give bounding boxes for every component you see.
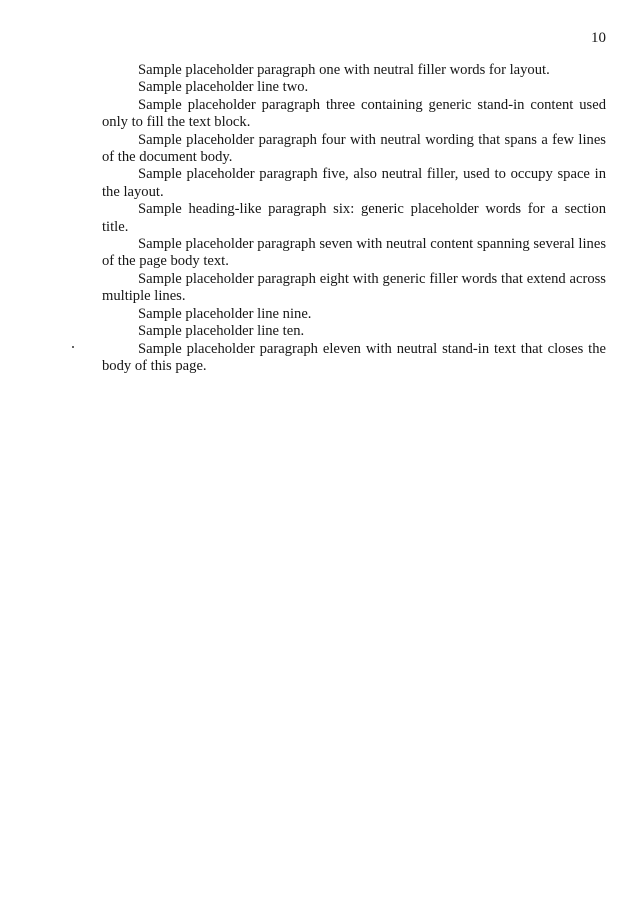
paragraph: Sample placeholder paragraph four with neutral wording that spans a few lines of the document body.	[102, 131, 606, 166]
paragraph: Sample placeholder line ten.	[138, 323, 305, 340]
paragraph: Sample placeholder paragraph five, also neutral filler, used to occupy space in the layout.	[102, 166, 606, 200]
paragraph: Sample placeholder paragraph one with neutral filler words for layout.	[138, 62, 550, 78]
paragraph: Sample placeholder paragraph seven with neutral content spanning several lines of the page body text.	[102, 236, 606, 270]
section-heading: Sample heading-like paragraph six: generic placeholder words for a section title.	[102, 201, 606, 235]
paragraph: Sample placeholder paragraph eleven with neutral stand-in text that closes the body of this page.	[102, 340, 606, 374]
document-body	[102, 62, 606, 375]
margin-mark	[72, 346, 74, 348]
paragraph: Sample placeholder paragraph three containing generic stand-in content used only to fill the text block.	[102, 96, 606, 131]
paragraph: Sample placeholder line nine.	[138, 305, 312, 322]
paragraph: Sample placeholder line two.	[138, 79, 309, 96]
paragraph: Sample placeholder paragraph eight with generic filler words that extend across multiple lines.	[102, 270, 606, 305]
page-number: 10	[591, 30, 606, 46]
